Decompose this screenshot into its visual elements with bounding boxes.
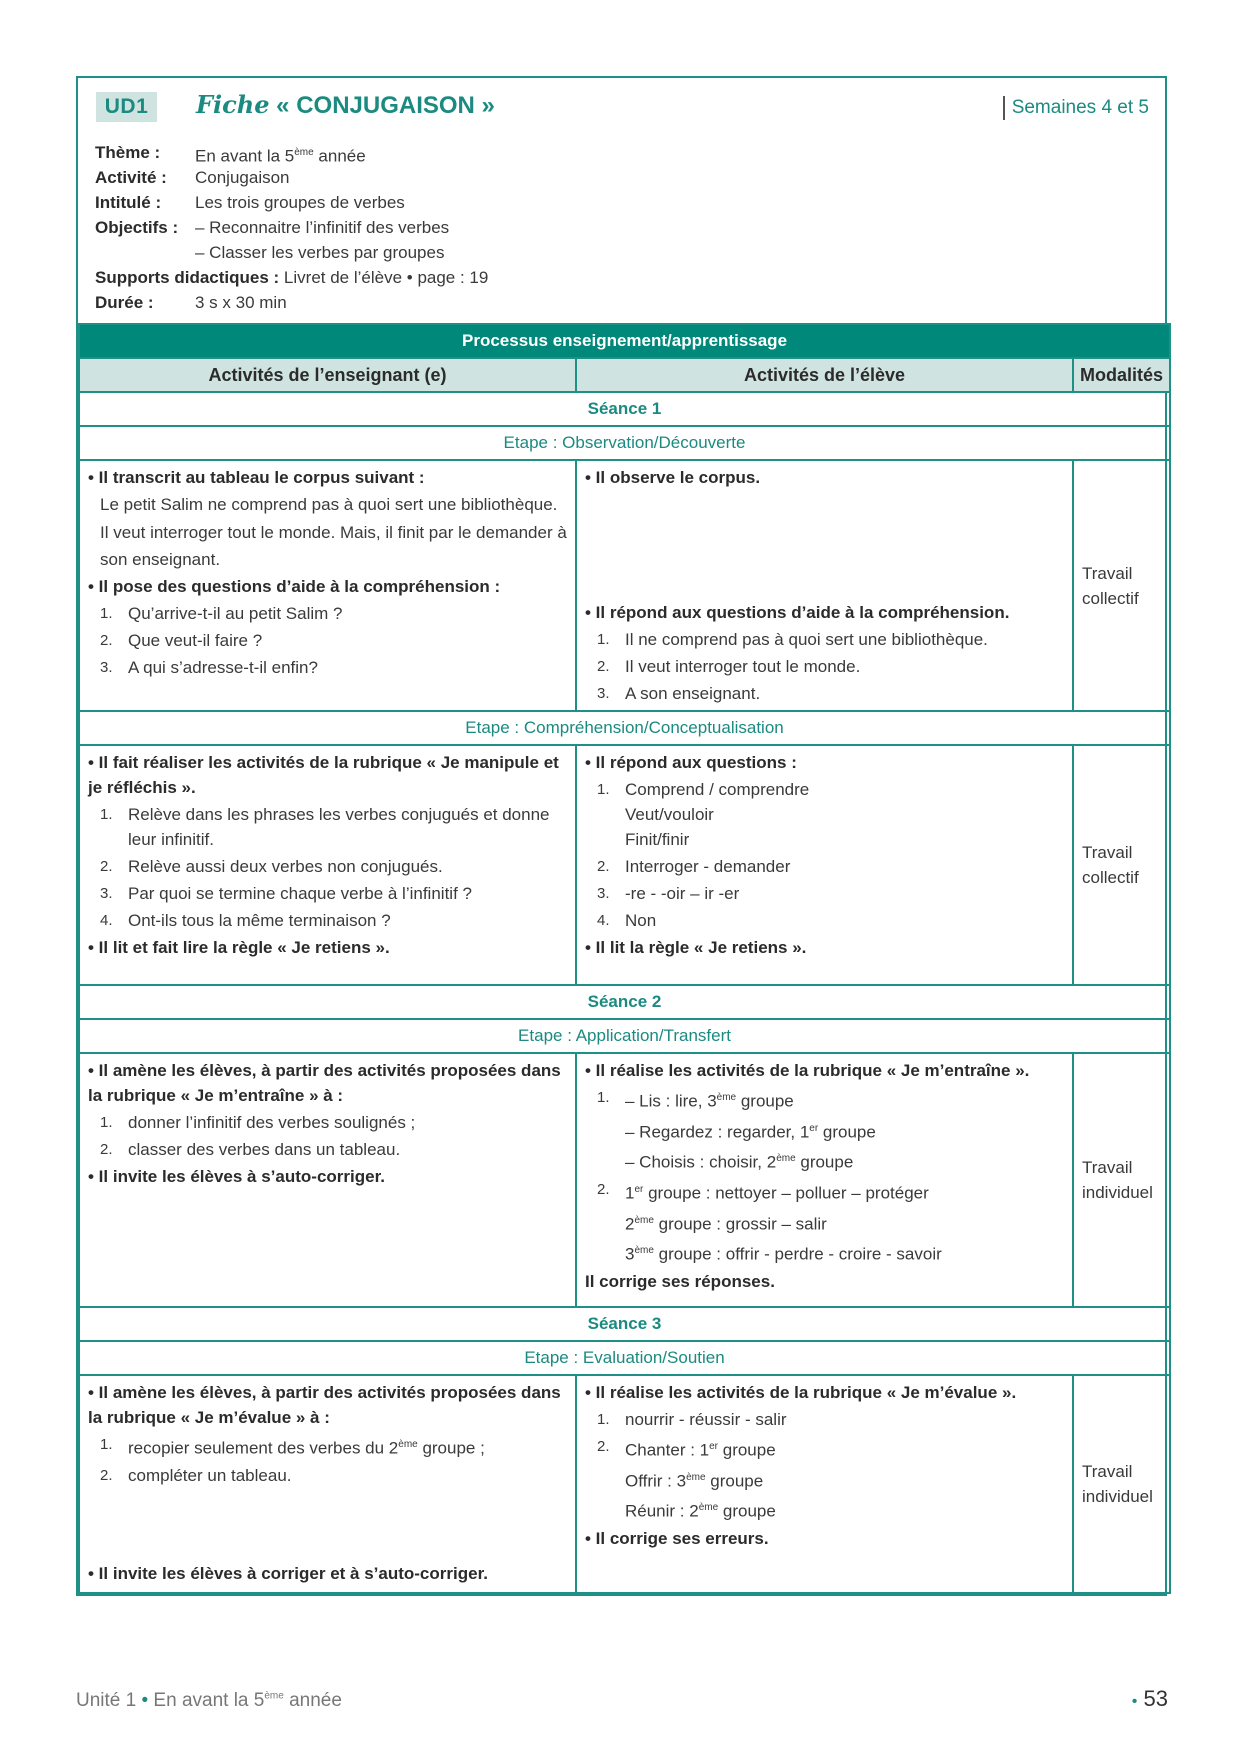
sheet-title bbox=[196, 90, 495, 120]
list-item: 1. Il ne comprend pas à quoi sert une bibliothèque. bbox=[597, 630, 988, 649]
student-line: • Il répond aux questions d’aide à la compréhension. bbox=[585, 603, 1010, 622]
weeks-label: Semaines 4 et 5 bbox=[1003, 96, 1149, 120]
list-item: 2. Relève aussi deux verbes non conjugués. bbox=[100, 857, 443, 876]
list-item: 1. nourrir - réussir - salir bbox=[597, 1410, 787, 1429]
duree-value: 3 s x 30 min bbox=[195, 293, 287, 312]
list-subline: 2ème groupe : grossir – salir bbox=[625, 1214, 827, 1234]
intitule-label: Intitulé : bbox=[95, 193, 162, 212]
list-subline: 3ème groupe : offrir - perdre - croire - savoir bbox=[625, 1244, 942, 1264]
student-line: • Il observe le corpus. bbox=[585, 468, 761, 487]
list-item: 1. Comprend / comprendre bbox=[597, 780, 810, 799]
list-item: 2. Chanter : 1er groupe bbox=[597, 1438, 776, 1460]
col-head-modalites: Modalités bbox=[1073, 358, 1170, 392]
etape-observation: Etape : Observation/Découverte bbox=[79, 426, 1170, 460]
theme-value: En avant la 5ème année bbox=[195, 146, 366, 166]
footer-unit: Unité 1 bbox=[76, 1690, 137, 1711]
sheet-header bbox=[78, 78, 1165, 323]
modalite-cell: Travail collectif bbox=[1073, 460, 1170, 711]
seance-1-title: Séance 1 bbox=[79, 392, 1170, 426]
list-item: 3. Par quoi se termine chaque verbe à l’infinitif ? bbox=[100, 884, 472, 903]
etape-evaluation: Etape : Evaluation/Soutien bbox=[79, 1341, 1170, 1375]
list-subline: Finit/finir bbox=[625, 830, 690, 849]
list-item: 1. donner l’infinitif des verbes soulignés ; bbox=[100, 1113, 416, 1132]
process-band: Processus enseignement/apprentissage bbox=[79, 324, 1170, 358]
list-item: 3. A son enseignant. bbox=[597, 684, 761, 703]
student-line: Il corrige ses réponses. bbox=[585, 1271, 775, 1291]
student-line: • Il répond aux questions : bbox=[585, 753, 797, 772]
list-item: 2. compléter un tableau. bbox=[100, 1465, 292, 1485]
page-footer bbox=[76, 1690, 342, 1712]
footer-separator: • bbox=[141, 1690, 149, 1711]
list-subline: Réunir : 2ème groupe bbox=[625, 1501, 776, 1521]
teacher-line: • Il fait réaliser les activités de la rubrique « Je manipule et je réfléchis ». bbox=[88, 753, 559, 797]
list-item: 2. 1er groupe : nettoyer – polluer – protéger bbox=[597, 1180, 929, 1203]
student-line: • Il corrige ses erreurs. bbox=[585, 1528, 769, 1548]
lesson-sheet bbox=[76, 76, 1167, 1596]
etape-comprehension: Etape : Compréhension/Conceptualisation bbox=[79, 711, 1170, 745]
theme-label: Thème : bbox=[95, 143, 161, 162]
sheet-meta bbox=[95, 140, 488, 315]
seance-3-title: Séance 3 bbox=[79, 1307, 1170, 1341]
fiche-word: Fiche bbox=[196, 90, 270, 119]
supports-value: Livret de l’élève • page : 19 bbox=[283, 268, 489, 287]
process-table bbox=[78, 323, 1171, 1594]
intitule-value: Les trois groupes de verbes bbox=[195, 193, 405, 212]
title-text: « CONJUGAISON » bbox=[276, 92, 495, 119]
objectif-2: – Classer les verbes par groupes bbox=[195, 243, 445, 262]
teacher-line: • Il amène les élèves, à partir des activités proposées dans la rubrique « Je m’évalue » à : bbox=[88, 1383, 561, 1427]
etape-application: Etape : Application/Transfert bbox=[79, 1019, 1170, 1053]
teacher-cell-s1-e2 bbox=[79, 745, 576, 985]
teacher-line: • Il amène les élèves, à partir des activités proposées dans la rubrique « Je m’entraîne » à : bbox=[88, 1061, 561, 1105]
teacher-line: • Il lit et fait lire la règle « Je retiens ». bbox=[88, 938, 390, 957]
duree-label: Durée : bbox=[95, 293, 154, 312]
col-head-teacher: Activités de l’enseignant (e) bbox=[79, 358, 576, 392]
teacher-line: • Il pose des questions d’aide à la compréhension : bbox=[88, 577, 501, 596]
student-cell-s2 bbox=[576, 1053, 1073, 1307]
col-head-student: Activités de l’élève bbox=[576, 358, 1073, 392]
list-subline: Offrir : 3ème groupe bbox=[625, 1471, 764, 1491]
student-line: • Il réalise les activités de la rubrique « Je m’évalue ». bbox=[585, 1383, 1017, 1402]
supports-label: Supports didactiques : bbox=[95, 268, 280, 287]
list-subline: Veut/vouloir bbox=[625, 805, 714, 824]
list-item: 2. Que veut-il faire ? bbox=[100, 631, 263, 650]
page-number: • 53 bbox=[1131, 1686, 1168, 1711]
teacher-line: • Il invite les élèves à s’auto-corriger. bbox=[88, 1167, 385, 1186]
list-item: 1. Qu’arrive-t-il au petit Salim ? bbox=[100, 604, 343, 623]
list-item: 4. Non bbox=[597, 911, 657, 930]
list-item: 1. recopier seulement des verbes du 2ème groupe ; bbox=[100, 1436, 485, 1458]
activite-value: Conjugaison bbox=[195, 168, 290, 187]
teacher-cell-s1-e1 bbox=[79, 460, 576, 711]
list-item: 4. Ont-ils tous la même terminaison ? bbox=[100, 911, 391, 930]
list-item: 2. classer des verbes dans un tableau. bbox=[100, 1140, 401, 1159]
activite-label: Activité : bbox=[95, 168, 167, 187]
modalite-cell: Travail individuel bbox=[1073, 1375, 1170, 1593]
teacher-cell-s2 bbox=[79, 1053, 576, 1307]
list-subline: – Regardez : regarder, 1er groupe bbox=[625, 1122, 876, 1142]
teacher-cell-s3 bbox=[79, 1375, 576, 1593]
teacher-line: • Il invite les élèves à corriger et à s’auto-corriger. bbox=[88, 1564, 488, 1583]
student-line: • Il réalise les activités de la rubrique « Je m’entraîne ». bbox=[585, 1061, 1030, 1080]
list-subline: – Choisis : choisir, 2ème groupe bbox=[625, 1152, 854, 1172]
seance-2-title: Séance 2 bbox=[79, 985, 1170, 1019]
corpus-line: Le petit Salim ne comprend pas à quoi sert une bibliothèque. bbox=[100, 495, 558, 514]
student-cell-s3 bbox=[576, 1375, 1073, 1593]
student-cell-s1-e1 bbox=[576, 460, 1073, 711]
objectif-1: – Reconnaitre l’infinitif des verbes bbox=[195, 218, 450, 237]
objectifs-label: Objectifs : bbox=[95, 218, 179, 237]
list-item: 2. Interroger - demander bbox=[597, 857, 791, 876]
corpus-line: Il veut interroger tout le monde. Mais, il finit par le demander à son enseignant. bbox=[100, 523, 567, 569]
unit-badge: UD1 bbox=[96, 92, 157, 122]
list-item: 3. -re - -oir – ir -er bbox=[597, 884, 740, 903]
modalite-cell: Travail collectif bbox=[1073, 745, 1170, 985]
list-item: 2. Il veut interroger tout le monde. bbox=[597, 657, 861, 676]
student-cell-s1-e2 bbox=[576, 745, 1073, 985]
list-item: 3. A qui s’adresse-t-il enfin? bbox=[100, 658, 318, 677]
student-line: • Il lit la règle « Je retiens ». bbox=[585, 938, 807, 957]
teacher-line: • Il transcrit au tableau le corpus suivant : bbox=[88, 468, 425, 487]
list-item: 1. – Lis : lire, 3ème groupe bbox=[597, 1089, 794, 1111]
footer-title: En avant la 5ème année bbox=[153, 1690, 342, 1711]
list-item: 1. Relève dans les phrases les verbes conjugués et donne leur infinitif. bbox=[100, 805, 550, 849]
modalite-cell: Travail individuel bbox=[1073, 1053, 1170, 1307]
